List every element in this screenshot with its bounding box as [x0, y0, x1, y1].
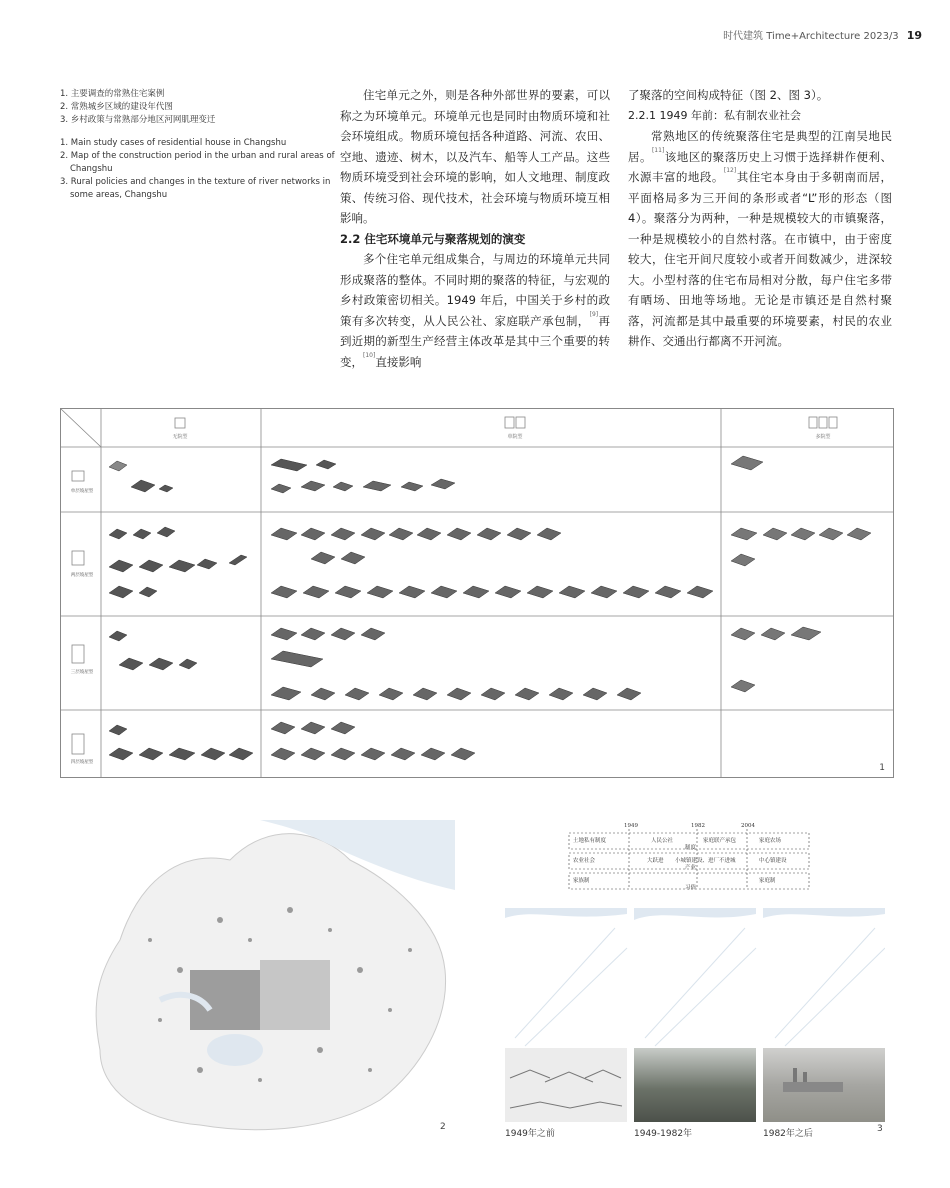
label-industry: 产业 — [685, 865, 697, 871]
text-span: 直接影响 — [375, 354, 422, 369]
factory-silhouette — [763, 1048, 885, 1122]
row-label-2-storey: 两层坡屋型 — [70, 573, 94, 578]
village-sketch — [505, 1048, 627, 1122]
journal-title: 时代建筑 Time+Architecture 2023/3 — [723, 31, 899, 42]
label-pre-1949: 1949年之前 — [505, 1129, 555, 1139]
col-header-multi-courtyard: 多院型 — [815, 434, 831, 440]
body-column-1 — [340, 85, 610, 372]
photo-1949-1982-river — [634, 1048, 756, 1122]
figure-1-housing-typology-table — [60, 408, 894, 778]
policy-commune: 人民公社 — [651, 838, 674, 844]
label-custom: 习俗 — [685, 885, 697, 891]
year-1949: 1949 — [624, 823, 638, 829]
section-heading-2-2: 2.2 住宅环境单元与聚落规划的演变 — [340, 231, 526, 246]
figure-1-number: 1 — [879, 763, 885, 773]
caption-en-2: 2. Map of the construction period in the urban and rural areas of Changshu — [60, 151, 335, 174]
industry-small-town: 小城镇建设、进厂不进城 — [675, 858, 736, 864]
text-span: 再到近期的新型生产经营主体改革是其中三个重要的转变， — [340, 313, 611, 369]
paragraph-pre-1949 — [628, 126, 892, 352]
captions-cn — [60, 88, 335, 127]
text-span: 其住宅本身由于多朝南而居，平面格局多为三开间的条形或者“L”形的形态（图 4）。聚落分为两种，一种是规模较大的市镇聚落，一种是规模较小的自然村落。在市镇中，由于密度较大，住宅开间尺度较小或者开间数减少，进深较大。小型村落的住宅布局相对分散，每户住宅多带有晒场、田地等场地。无论是市镇还是自然村聚落，河流都是其中最重要的环境要素，村民的农业耕作、交通出行都离不开河流。 — [628, 170, 892, 348]
ref-12: [12] — [723, 167, 737, 174]
paragraph-continuation: 了聚落的空间构成特征（图 2、图 3）。 — [628, 88, 829, 102]
figure-captions — [60, 88, 335, 212]
label-system: 制度 — [685, 845, 697, 851]
text-span: 多个住宅单元组成集合，与周边的环境单元共同形成聚落的整体。不同时期的聚落的特征，与宏观的乡村政策密切相关。1949 年后，中国关于乡村的政策有多次转变，从人民公社、家庭联产承包制， — [340, 252, 610, 328]
photo-post-1982-industry — [763, 1048, 885, 1122]
figure-3-policy-timeline — [567, 823, 812, 893]
col-header-single-courtyard: 单院型 — [507, 434, 523, 440]
row-label-1-storey: 单层坡屋型 — [70, 489, 94, 494]
label-post-1982: 1982年之后 — [763, 1129, 813, 1139]
caption-cn-2: 2. 常熟城乡区域的建设年代图 — [60, 102, 173, 112]
ref-9: [9] — [589, 310, 599, 318]
col-header-no-courtyard: 无院型 — [172, 434, 188, 440]
industry-agriculture: 农业社会 — [573, 858, 596, 864]
paragraph-environment-unit: 住宅单元之外，则是各种外部世界的要素，可以称之为环境单元。环境单元也是同时由物质环境和社会环境组成。物质环境包括各种道路、河流、农田、空地、遗迹、树木，以及汽车、船等人工产品。这些物质环境受到社会环境的影响，如人文地理、制度政策、传统习俗、现代技术，社会环境与物质环境互相影响。 — [340, 88, 610, 225]
policy-private-land: 土地私有制度 — [573, 838, 607, 844]
captions-en — [60, 137, 335, 202]
paragraph-settlement-evolution — [340, 249, 610, 372]
row-label-4-storey: 四层坡屋型 — [70, 760, 94, 765]
industry-great-leap: 大跃进 — [647, 858, 664, 864]
ref-11: [11] — [651, 146, 665, 154]
year-1982: 1982 — [691, 823, 705, 829]
body-column-2 — [628, 85, 892, 352]
row-label-3-storey: 三层坡屋型 — [70, 670, 94, 675]
table-grid — [61, 409, 893, 777]
caption-en-3: 3. Rural policies and changes in the texture of river networks in some areas, Changshu — [60, 177, 331, 200]
figure-2-number: 2 — [440, 1122, 446, 1132]
label-1949-1982: 1949-1982年 — [634, 1129, 693, 1139]
policy-household-contract: 家庭联产承包 — [703, 838, 737, 844]
year-2004: 2004 — [741, 823, 755, 829]
house-sketches — [109, 456, 871, 760]
figure-2-construction-period-map — [60, 820, 455, 1140]
text-span: 该地区的聚落历史上习惯于选择耕作便利、水源丰富的地段。 — [628, 149, 892, 184]
text-span: 常熟地区的传统聚落住宅是典型的江南吴地民居。 — [628, 129, 892, 164]
running-header — [723, 27, 922, 42]
policy-family-farm: 家庭农场 — [759, 838, 782, 844]
photo-pre-1949-sketch — [505, 1048, 627, 1122]
figure-3-number: 3 — [877, 1124, 883, 1134]
caption-cn-3: 3. 乡村政策与常熟部分地区河网肌理变迁 — [60, 115, 216, 125]
map-graphic — [60, 820, 455, 1140]
caption-cn-1: 1. 主要调查的常熟住宅案例 — [60, 89, 165, 99]
caption-en-1: 1. Main study cases of residential house in Changshu — [60, 138, 287, 148]
page-number: 19 — [906, 29, 922, 42]
custom-clan: 家族制 — [573, 878, 590, 884]
industry-central-town: 中心镇建设 — [759, 858, 787, 864]
section-heading-2-2-1: 2.2.1 1949 年前：私有制农业社会 — [628, 108, 801, 122]
custom-family: 家庭制 — [759, 878, 776, 884]
ref-10: [10] — [363, 351, 376, 359]
